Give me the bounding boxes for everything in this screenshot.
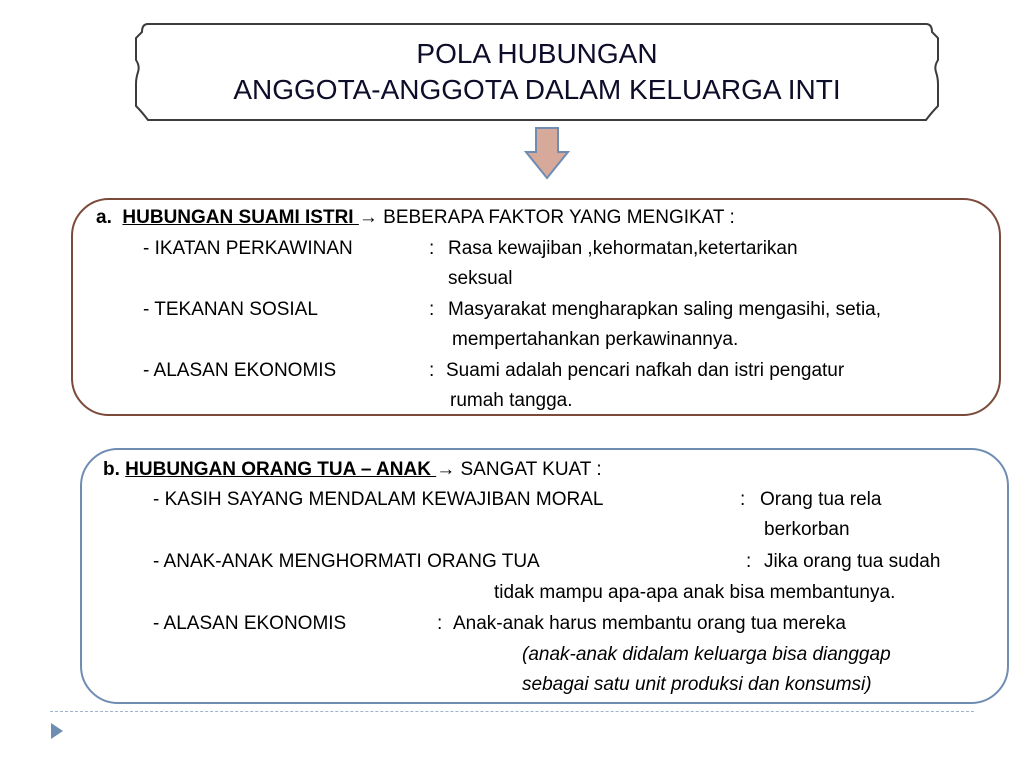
- item-b3-label: - ALASAN EKONOMIS: [153, 613, 347, 634]
- item-a3-colon: :: [429, 360, 435, 381]
- title-line-2: ANGGOTA-ANGGOTA DALAM KELUARGA INTI: [233, 74, 841, 105]
- item-a2-text: Masyarakat mengharapkan saling mengasihi, setia,: [448, 299, 882, 320]
- right-arrow-icon: →: [436, 459, 456, 480]
- item-a2-label: - TEKANAN SOSIAL: [143, 299, 318, 320]
- item-b2-text: Jika orang tua sudah: [764, 551, 941, 572]
- footer-divider: [50, 711, 974, 712]
- item-a1-label: - IKATAN PERKAWINAN: [143, 238, 353, 259]
- item-a2-colon: :: [429, 299, 435, 320]
- item-b1-label: - KASIH SAYANG MENDALAM KEWAJIBAN MORAL: [153, 489, 604, 510]
- item-a3-label: - ALASAN EKONOMIS: [143, 360, 337, 381]
- item-a1-cont: seksual: [448, 268, 513, 289]
- section-a-subtitle: BEBERAPA FAKTOR YANG MENGIKAT :: [377, 207, 735, 228]
- section-a-heading: [96, 206, 735, 230]
- item-b1-cont: berkorban: [764, 519, 850, 540]
- item-b1-colon: :: [740, 489, 746, 510]
- item-b3-note-1: (anak-anak didalam keluarga bisa dianggap: [522, 644, 891, 665]
- item-b1-text: Orang tua rela: [760, 489, 882, 510]
- item-b2-colon: :: [746, 551, 752, 572]
- page-title: [134, 36, 940, 108]
- section-a-marker: a.: [96, 207, 112, 228]
- item-a1-colon: :: [429, 238, 435, 259]
- play-triangle-icon[interactable]: [50, 722, 64, 745]
- title-box: [134, 22, 940, 122]
- item-b2-label: - ANAK-ANAK MENGHORMATI ORANG TUA: [153, 551, 540, 572]
- item-b3-text: Anak-anak harus membantu orang tua mereka: [453, 613, 846, 634]
- right-arrow-icon: →: [358, 207, 378, 228]
- item-b3-note-2: sebagai satu unit produksi dan konsumsi): [522, 674, 872, 695]
- title-line-1: POLA HUBUNGAN: [416, 38, 658, 69]
- section-b-subtitle: SANGAT KUAT :: [455, 459, 602, 480]
- item-a1-text: Rasa kewajiban ,kehormatan,ketertarikan: [448, 238, 798, 259]
- item-b3-colon: :: [437, 613, 443, 634]
- section-b-title: HUBUNGAN ORANG TUA – ANAK: [125, 459, 437, 480]
- item-b2-cont: tidak mampu apa-apa anak bisa membantunya.: [494, 582, 896, 603]
- down-arrow-icon: [524, 126, 570, 185]
- section-b-heading: [103, 458, 602, 482]
- item-a2-cont: mempertahankan perkawinannya.: [452, 329, 739, 350]
- section-a-title: HUBUNGAN SUAMI ISTRI: [122, 207, 359, 228]
- item-a3-cont: rumah tangga.: [450, 390, 573, 411]
- section-b-marker: b.: [103, 459, 120, 480]
- item-a3-text: Suami adalah pencari nafkah dan istri pengatur: [446, 360, 845, 381]
